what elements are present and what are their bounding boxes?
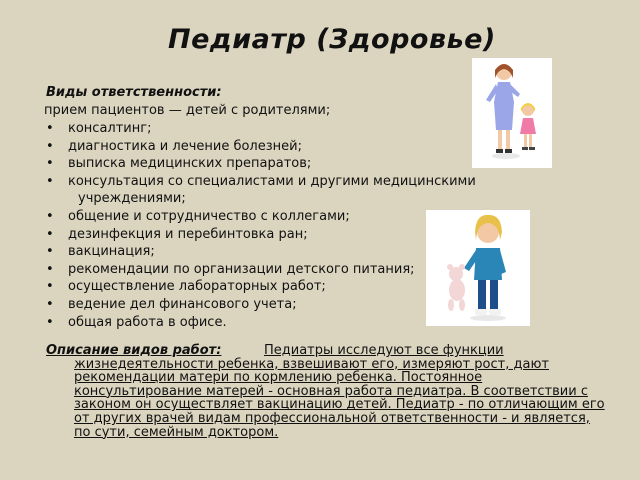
bullet-icon: • <box>46 121 54 136</box>
list-item-continuation: учреждениями; <box>78 191 186 207</box>
list-item <box>46 173 606 208</box>
page-title: Педиатр (Здоровье) <box>168 24 496 55</box>
list-item-text: диагностика и лечение болезней; <box>68 138 302 154</box>
bullet-icon: • <box>46 244 54 260</box>
bullet-icon: • <box>46 296 54 312</box>
work-description <box>46 344 606 439</box>
child-with-toy-icon <box>426 210 530 326</box>
list-item-text: выписка медицинских препаратов; <box>68 156 312 172</box>
list-item-text: ведение дел финансового учета; <box>68 296 297 312</box>
bullet-icon: • <box>46 314 54 330</box>
bullet-icon: • <box>46 208 54 224</box>
list-item-text: осуществление лабораторных работ; <box>68 279 326 295</box>
description-label: Описание видов работ: <box>46 343 222 358</box>
list-item-text: дезинфекция и перебинтовка ран; <box>68 226 308 242</box>
responsibilities-intro: прием пациентов — детей с родителями; <box>44 103 331 118</box>
bullet-icon: • <box>46 173 54 189</box>
bullet-icon: • <box>46 226 54 242</box>
list-item-text: общая работа в офисе. <box>68 314 227 330</box>
bullet-icon: • <box>46 261 54 277</box>
bullet-icon: • <box>46 138 54 154</box>
description-text: Педиатры исследуют все функции жизнедеятельности ребенка, взвешивают его, измеряют рост, дают рекомендации матери по кормлению ребенка. Постоянное консультирование матерей - основная работа педиатра. В соответствии с законом он осуществляет вакцинацию детей. Педиатр - по отличающим его от других врачей видам профессиональной ответственности - и является, по сути, семейным доктором. <box>74 343 605 440</box>
list-item-text: рекомендации по организации детского питания; <box>68 261 415 277</box>
list-item-text: вакцинация; <box>68 244 155 260</box>
responsibilities-heading: Виды ответственности: <box>46 85 222 100</box>
bullet-icon: • <box>46 156 54 172</box>
list-item-text: консалтинг; <box>68 121 152 136</box>
list-item-text: общение и сотрудничество с коллегами; <box>68 208 350 224</box>
mother-and-child-icon <box>472 58 552 168</box>
list-item-text: консультация со специалистами и другими медицинскими <box>68 173 476 189</box>
bullet-icon: • <box>46 279 54 295</box>
